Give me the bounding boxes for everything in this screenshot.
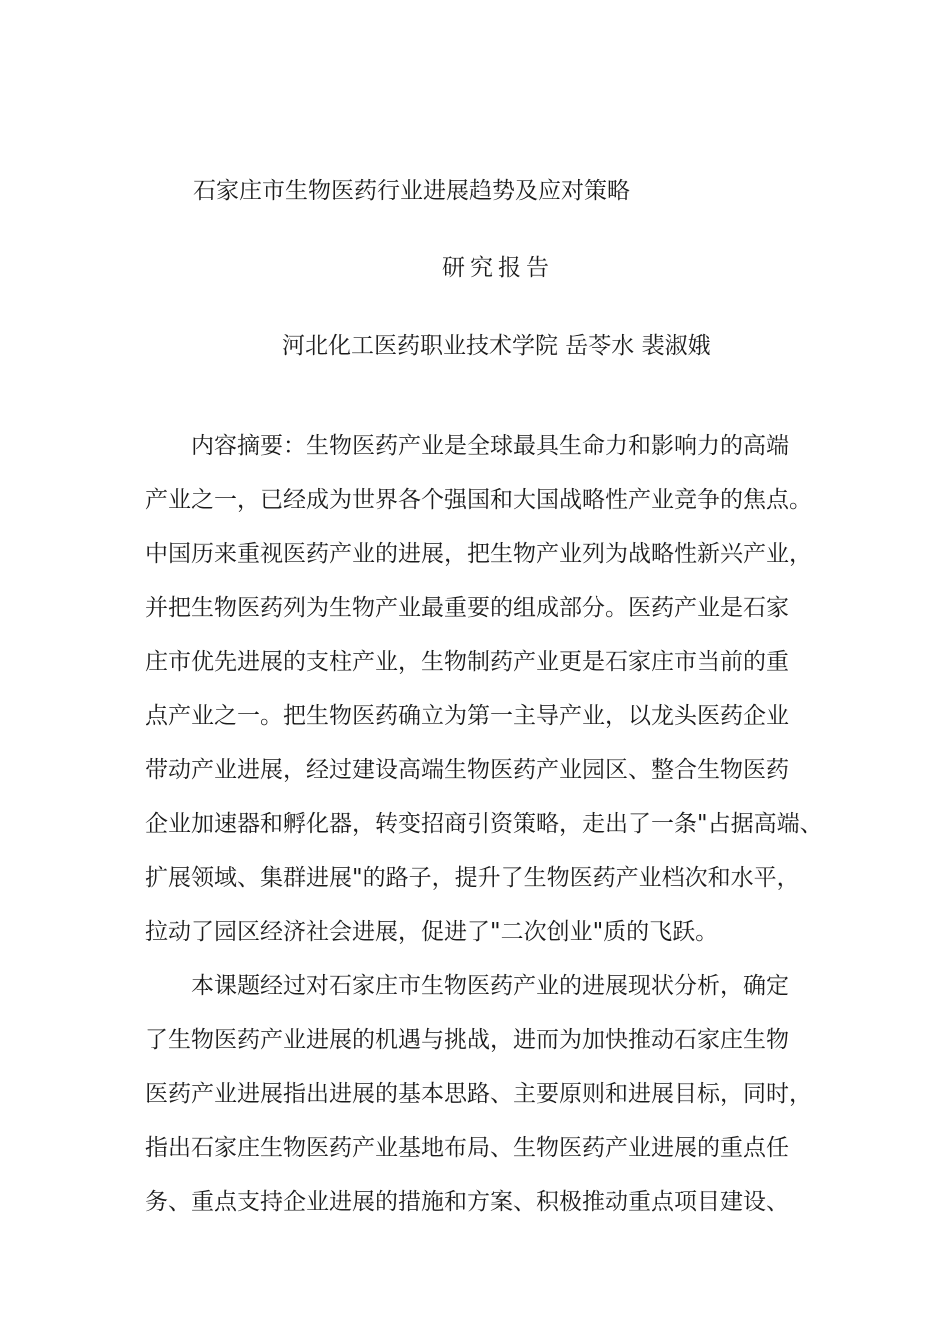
abstract-body [145,419,821,1229]
paragraph-line: 中国历来重视医药产业的进展，把生物产业列为战略性新兴产业， [145,541,812,567]
paragraph-line: 拉动了园区经济社会进展，促进了"二次创业"质的飞跃。 [145,919,719,945]
paragraph-line: 产业之一，已经成为世界各个强国和大国战略性产业竞争的焦点。 [145,487,812,513]
paragraph-line: 务、重点支持企业进展的措施和方案、积极推动重点项目建设、 [145,1189,789,1215]
paragraph-line: 点产业之一。把生物医药确立为第一主导产业，以龙头医药企业 [145,703,789,729]
document-authors: 河北化工医药职业技术学院 岳苓水 裴淑娥 [282,333,711,359]
document-subtitle: 研究报告 [442,255,554,281]
paragraph-line: 医药产业进展指出进展的基本思路、主要原则和进展目标，同时， [145,1081,812,1107]
paragraph-line: 本课题经过对石家庄市生物医药产业的进展现状分析，确定 [191,973,789,999]
paragraph-line: 庄市优先进展的支柱产业，生物制药产业更是石家庄市当前的重 [145,649,789,675]
paragraph-line: 带动产业进展，经过建设高端生物医药产业园区、整合生物医药 [145,757,789,783]
document-title: 石家庄市生物医药行业进展趋势及应对策略 [193,178,630,204]
paragraph-line: 扩展领域、集群进展"的路子，提升了生物医药产业档次和水平， [145,865,800,891]
paragraph-line: 企业加速器和孵化器，转变招商引资策略，走出了一条"占据高端、 [145,811,823,837]
paragraph-line: 并把生物医药列为生物产业最重要的组成部分。医药产业是石家 [145,595,789,621]
paragraph-line: 了生物医药产业进展的机遇与挑战，进而为加快推动石家庄生物 [145,1027,789,1053]
paragraph-line: 内容摘要：生物医药产业是全球最具生命力和影响力的高端 [191,433,789,459]
paragraph-line: 指出石家庄生物医药产业基地布局、生物医药产业进展的重点任 [145,1135,789,1161]
